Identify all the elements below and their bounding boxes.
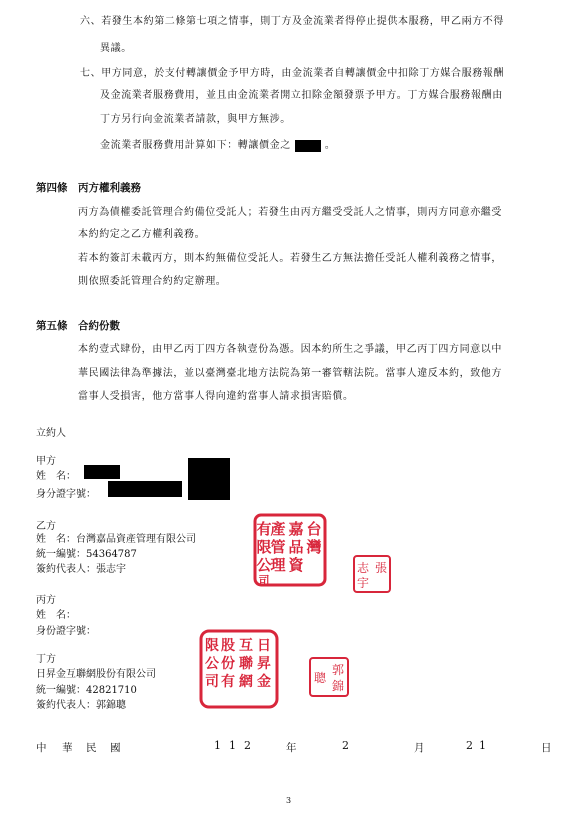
svg-text:嘉: 嘉	[288, 520, 304, 538]
party-a-id-label: 身分證字號：	[36, 489, 96, 500]
date-year-unit: 年	[286, 742, 297, 754]
party-d-company: 日昇金互聯網股份有限公司	[36, 669, 156, 680]
svg-text:股: 股	[221, 638, 235, 654]
svg-text:宇: 宇	[356, 576, 370, 590]
date-day: 21	[466, 739, 492, 752]
date-era-char-1: 中	[36, 742, 47, 754]
svg-text:品: 品	[288, 538, 304, 556]
svg-text:日: 日	[257, 638, 271, 654]
article5-line1: 本約壹式肆份，由甲乙丙丁四方各執壹份為憑。因本約所生之爭議，甲乙丙丁四方同意以中	[78, 344, 502, 355]
svg-text:資: 資	[288, 556, 304, 574]
svg-text:有: 有	[221, 674, 235, 690]
party-a-seal-redaction	[188, 458, 230, 500]
date-era-char-3: 民	[86, 742, 97, 754]
signatories-title: 立約人	[36, 428, 66, 439]
svg-text:份: 份	[221, 656, 235, 672]
article5-line2: 華民國法律為準據法，並以臺灣臺北地方法院為第一審管轄法院。當事人違反本約，致他方	[78, 368, 502, 379]
party-b-representative: 簽約代表人：張志宇	[36, 564, 126, 575]
date-era-char-4: 國	[110, 742, 121, 754]
article4-p2-line2: 則依照委託管理合約約定辦理。	[78, 276, 227, 287]
party-b-label: 乙方	[36, 521, 56, 532]
svg-text:管: 管	[270, 538, 286, 556]
company-seal-party-d	[198, 628, 280, 710]
company-seal-party-b	[252, 512, 328, 588]
party-c-name-label: 姓 名：	[36, 610, 76, 621]
svg-text:聰: 聰	[313, 671, 327, 685]
fee-formula-prefix: 金流業者服務費用計算如下：轉讓價金之	[100, 140, 291, 151]
party-c-label: 丙方	[36, 595, 56, 606]
item7-line2: 及金流業者服務費用，並且由金流業者開立扣除金額發票予甲方。丁方媒合服務報酬由	[100, 90, 503, 101]
item6-line2: 異議。	[100, 43, 132, 54]
date-year: 112	[214, 739, 259, 752]
date-month-unit: 月	[414, 742, 425, 754]
svg-text:產: 產	[270, 520, 286, 538]
article4-p2-line1: 若本約簽訂未載丙方，則本約無備位受託人。若發生乙方無法擔任受託人權利義務之情事，	[78, 253, 502, 264]
svg-text:志: 志	[356, 561, 370, 575]
svg-text:台: 台	[306, 520, 322, 538]
svg-text:聯: 聯	[239, 656, 253, 672]
svg-text:司: 司	[258, 574, 270, 587]
page-number: 3	[286, 796, 292, 805]
svg-text:互: 互	[239, 638, 253, 654]
article4-p1-line1: 丙方為債權委託管理合約備位受託人；若發生由丙方繼受受託人之情事，則丙方同意亦繼受	[78, 207, 502, 218]
party-d-label: 丁方	[36, 654, 56, 665]
party-a-name-redaction	[84, 465, 120, 479]
item6-line1: 六、若發生本約第二條第七項之情事，則丁方及金流業者得停止提供本服務，甲乙兩方不得	[80, 16, 504, 27]
svg-text:限: 限	[205, 638, 219, 654]
item7-line3: 丁方另行向金流業者請款，與甲方無涉。	[100, 114, 291, 125]
fee-redaction	[295, 140, 321, 152]
article5-heading: 第五條 合約份數	[36, 320, 120, 332]
svg-text:公: 公	[205, 656, 219, 672]
party-b-tax-id: 統一編號：54364787	[36, 549, 137, 560]
party-d-representative: 簽約代表人：郭錦聰	[36, 700, 126, 711]
svg-text:公: 公	[256, 556, 272, 574]
article4-p1-line2: 本約約定之乙方權利義務。	[78, 229, 206, 240]
party-a-id-redaction	[108, 481, 182, 497]
article5-line3: 當事人受損害，他方當事人得向違約當事人請求損害賠償。	[78, 391, 354, 402]
party-b-name: 姓 名：台灣嘉品資產管理有限公司	[36, 534, 196, 545]
svg-text:郭: 郭	[331, 663, 345, 677]
party-d-tax-id: 統一編號：42821710	[36, 685, 137, 696]
date-month: 2	[342, 739, 349, 752]
svg-text:昇: 昇	[257, 656, 271, 672]
personal-seal-party-b	[352, 554, 392, 594]
item7-line4	[100, 136, 335, 152]
date-era-char-2: 華	[62, 742, 73, 754]
svg-text:理: 理	[270, 556, 286, 574]
fee-formula-suffix: 。	[324, 140, 336, 151]
item7-line1: 七、甲方同意，於支付轉讓價金予甲方時，由金流業者自轉讓價金中扣除丁方媒合服務報酬	[80, 68, 504, 79]
date-day-unit: 日	[541, 742, 552, 754]
party-a-label: 甲方	[36, 456, 56, 467]
svg-text:網: 網	[239, 674, 253, 690]
personal-seal-party-d	[308, 656, 350, 698]
article4-heading: 第四條 丙方權利義務	[36, 182, 141, 194]
svg-text:限: 限	[256, 538, 272, 556]
svg-text:有: 有	[256, 520, 272, 538]
svg-text:灣: 灣	[306, 538, 322, 556]
svg-text:司: 司	[205, 674, 219, 690]
svg-text:錦: 錦	[331, 679, 345, 693]
party-c-id-label: 身份證字號：	[36, 626, 96, 637]
svg-text:金: 金	[257, 674, 271, 690]
svg-text:張: 張	[374, 561, 388, 575]
party-a-name-label: 姓 名：	[36, 471, 76, 482]
